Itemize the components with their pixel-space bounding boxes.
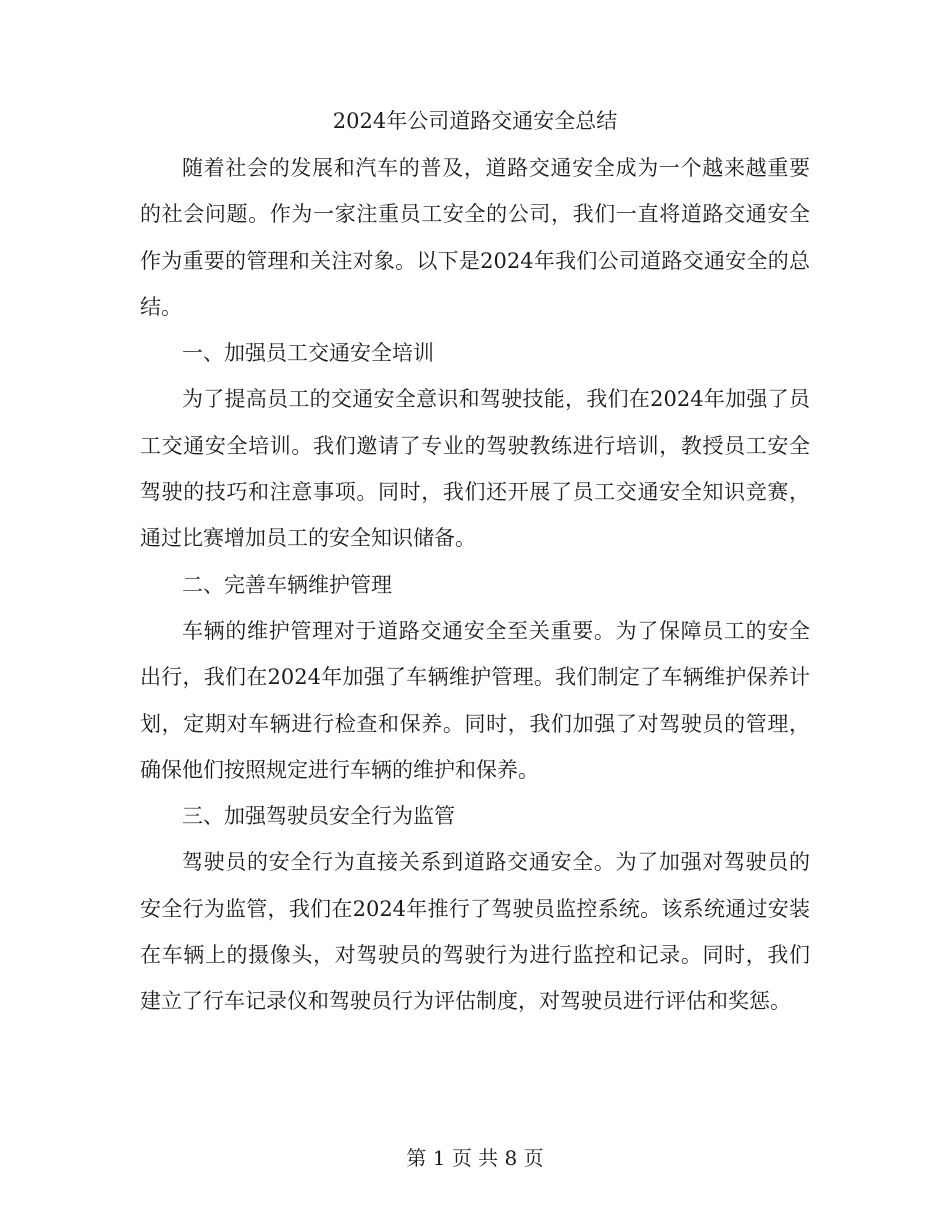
document-body xyxy=(140,145,810,1025)
page-number-footer: 第 1 页 共 8 页 xyxy=(406,1146,544,1170)
section-body-training: 为了提高员工的交通安全意识和驾驶技能，我们在2024年加强了员工交通安全培训。我们邀请了专业的驾驶教练进行培训，教授员工安全驾驶的技巧和注意事项。同时，我们还开展了员工交通安全知识竞赛，通过比赛增加员工的安全知识储备。 xyxy=(140,387,810,551)
section-body-driver-supervision: 驾驶员的安全行为直接关系到道路交通安全。为了加强对驾驶员的安全行为监管，我们在2024年推行了驾驶员监控系统。该系统通过安装在车辆上的摄像头，对驾驶员的驾驶行为进行监控和记录。同时，我们建立了行车记录仪和驾驶员行为评估制度，对驾驶员进行评估和奖惩。 xyxy=(140,850,810,1014)
document-title: 2024年公司道路交通安全总结 xyxy=(332,109,618,133)
section-body-vehicle-maintenance: 车辆的维护管理对于道路交通安全至关重要。为了保障员工的安全出行，我们在2024年加强了车辆维护管理。我们制定了车辆维护保养计划，定期对车辆进行检查和保养。同时，我们加强了对驾驶员的管理，确保他们按照规定进行车辆的维护和保养。 xyxy=(140,618,810,782)
intro-paragraph: 随着社会的发展和汽车的普及，道路交通安全成为一个越来越重要的社会问题。作为一家注重员工安全的公司，我们一直将道路交通安全作为重要的管理和关注对象。以下是2024年我们公司道路交通安全的总结。 xyxy=(140,156,810,319)
section-heading-driver-supervision: 三、加强驾驶员安全行为监管 xyxy=(182,804,455,829)
section-heading-training: 一、加强员工交通安全培训 xyxy=(182,341,434,366)
section-heading-vehicle-maintenance: 二、完善车辆维护管理 xyxy=(182,572,392,597)
